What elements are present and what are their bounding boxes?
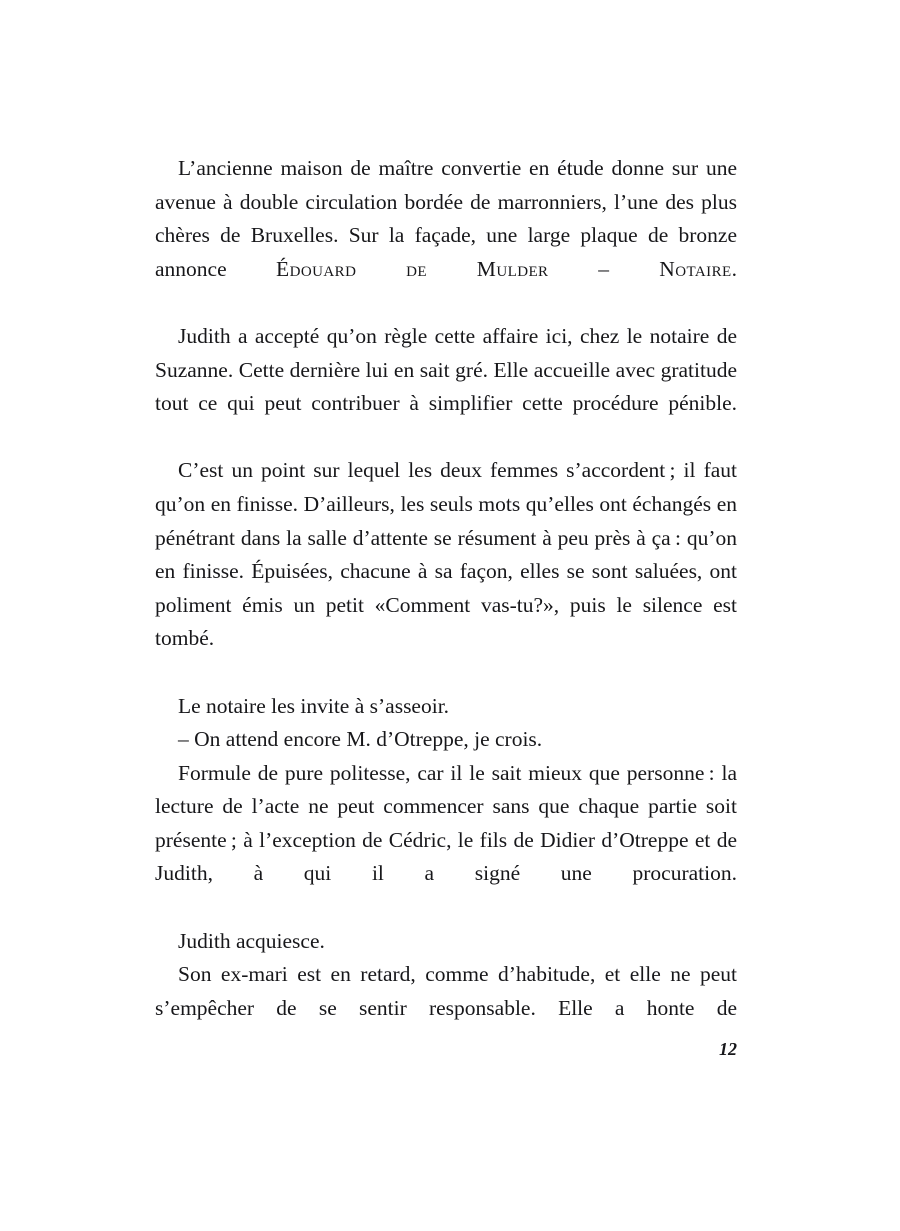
- paragraph-4: Le notaire les invite à s’asseoir.: [178, 693, 450, 718]
- notary-name-smallcaps: Édouard de Mulder – Notaire: [276, 256, 732, 281]
- paragraph-5-dialogue: – On attend encore M. d’Otreppe, je crois.: [178, 727, 543, 752]
- paragraph-6: Formule de pure politesse, car il le sait mieux que personne : la lecture de l’acte ne peut commencer sans que chaque partie soit présente ; à l’exception de Cédric, le fils de Didier d’Otreppe et de Judith, à qui il a signé une procuration.: [155, 760, 737, 886]
- paragraph-2: Judith a accepté qu’on règle cette affaire ici, chez le notaire de Suzanne. Cette dernière lui en sait gré. Elle accueille avec gratitude tout ce qui peut contribuer à simplifier cette procédure pénible.: [155, 323, 737, 416]
- paragraph-1-lead: L’ancienne maison de maître convertie en étude donne sur une avenue à double circulation bordée de marronniers, l’une des plus chères de Bruxelles. Sur la façade, une large plaque de bronze annonce: [155, 156, 737, 281]
- paragraph-1: [155, 152, 737, 320]
- page-number: 12: [719, 1039, 737, 1059]
- paragraph-3: C’est un point sur lequel les deux femmes s’accordent ; il faut qu’on en finisse. D’ailleurs, les seuls mots qu’elles ont échangés en pénétrant dans la salle d’attente se résument à peu près à ça : qu’on en finisse. Épuisées, chacune à sa façon, elles se sont saluées, ont poliment émis un petit «Comment vas-tu?», puis le silence est tombé.: [155, 458, 737, 651]
- paragraph-1-tail: .: [731, 256, 737, 281]
- page-text-block: [155, 152, 737, 1059]
- paragraph-8: Son ex-mari est en retard, comme d’habitude, et elle ne peut s’empêcher de se sentir responsable. Elle a honte de: [155, 962, 737, 1020]
- paragraph-7: Judith acquiesce.: [178, 928, 325, 953]
